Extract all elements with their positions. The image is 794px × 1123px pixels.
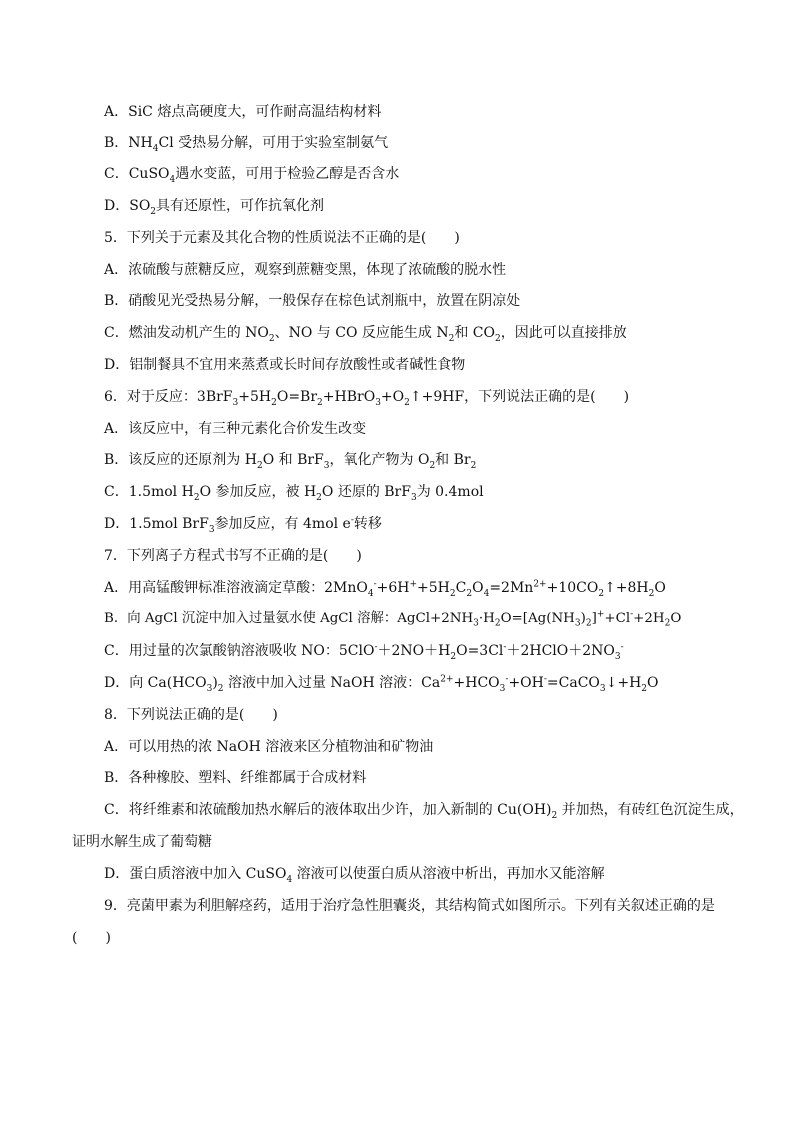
q8-option-c: C．将纤维素和浓硫酸加热水解后的液体取出少许，加入新制的 $Cu(OH)_2$ 并加热，有砖红色沉淀生成， [104,802,744,821]
q5-stem: 5．下列关于元素及其化合物的性质说法不正确的是( ) [104,230,460,246]
q5-option-c: C．燃油发动机产生的 $NO_2$、NO 与 CO 反应能生成 $N_2$和 $CO_2$，因此可以直接排放 [104,325,627,344]
q4-option-c: C．CuSO$_4$遇水变蓝，可用于检验乙醇是否含水 [104,166,400,185]
q4-option-b: B．$NH_4Cl$ 受热易分解，可用于实验室制氨气 [104,135,389,154]
q8-option-a: A．可以用热的浓 NaOH 溶液来区分植物油和矿物油 [104,739,434,755]
q7-option-c: C．用过量的次氯酸钠溶液吸收 NO：$5ClO^-+2NO+H_2O=3Cl^-+2HClO+2NO_3^-$ [104,642,624,662]
q7-option-d: D．向 $Ca(HCO_3)_2$ 溶液中加入过量 NaOH 溶液：$Ca^{2+}+HCO_3^-+OH^-=CaCO_3↓+H_2O$ [104,674,659,694]
q6-option-c: C．1.5mol $H_2O$ 参加反应，被 $H_2O$ 还原的 BrF$_3$为 0.4mol [104,484,484,503]
q4-option-a: A．SiC 熔点高硬度大，可作耐高温结构材料 [104,104,382,120]
q8-option-c-continued: 证明水解生成了葡萄糖 [72,834,212,850]
q7-option-a: A．用高锰酸钾标准溶液滴定草酸：$2MnO_4^-+6H^++5H_2C_2O_4=2Mn^{2+}+10CO_2↑+8H_2O$ [104,579,666,599]
q8-option-d: D．蛋白质溶液中加入 CuSO$_4$ 溶液可以使蛋白质从溶液中析出，再加水又能溶解 [104,866,605,885]
q7-option-b: B．向 AgCl 沉淀中加入过量氨水使 AgCl 溶解：$AgCl+2NH_3\cdot H_2O=[Ag(NH_3)_2]^++Cl^-+2H_2O$ [104,609,682,629]
q6-option-d: D．1.5mol BrF$_3$参加反应，有 4mol e-转移 [104,515,382,535]
q8-stem: 8．下列说法正确的是( ) [104,707,278,723]
q6-stem: 6．对于反应：$3BrF_3+5H_2O=Br_2+HBrO_3+O_2↑+9HF$，下列说法正确的是( ) [104,389,630,408]
q9-stem-continued: ( ) [72,930,111,946]
q6-option-b: B．该反应的还原剂为 $H_2O$ 和 BrF$_3$，氧化产物为 $O_2$和 $Br_2$ [104,452,477,471]
q5-option-a: A．浓硫酸与蔗糖反应，观察到蔗糖变黑，体现了浓硫酸的脱水性 [104,262,507,278]
q6-option-a: A．该反应中，有三种元素化合价发生改变 [104,421,367,437]
q9-stem: 9．亮菌甲素为利胆解痉药，适用于治疗急性胆囊炎，其结构简式如图所示。下列有关叙述正确的是 [104,898,715,914]
q7-stem: 7．下列离子方程式书写不正确的是( ) [104,548,362,564]
q8-option-b: B．各种橡胶、塑料、纤维都属于合成材料 [104,770,367,786]
q5-option-d: D．铝制餐具不宜用来蒸煮或长时间存放酸性或者碱性食物 [104,357,466,373]
q4-option-d: D．$SO_2$具有还原性，可作抗氧化剂 [104,198,325,217]
q5-option-b: B．硝酸见光受热易分解，一般保存在棕色试剂瓶中，放置在阴凉处 [104,293,521,309]
